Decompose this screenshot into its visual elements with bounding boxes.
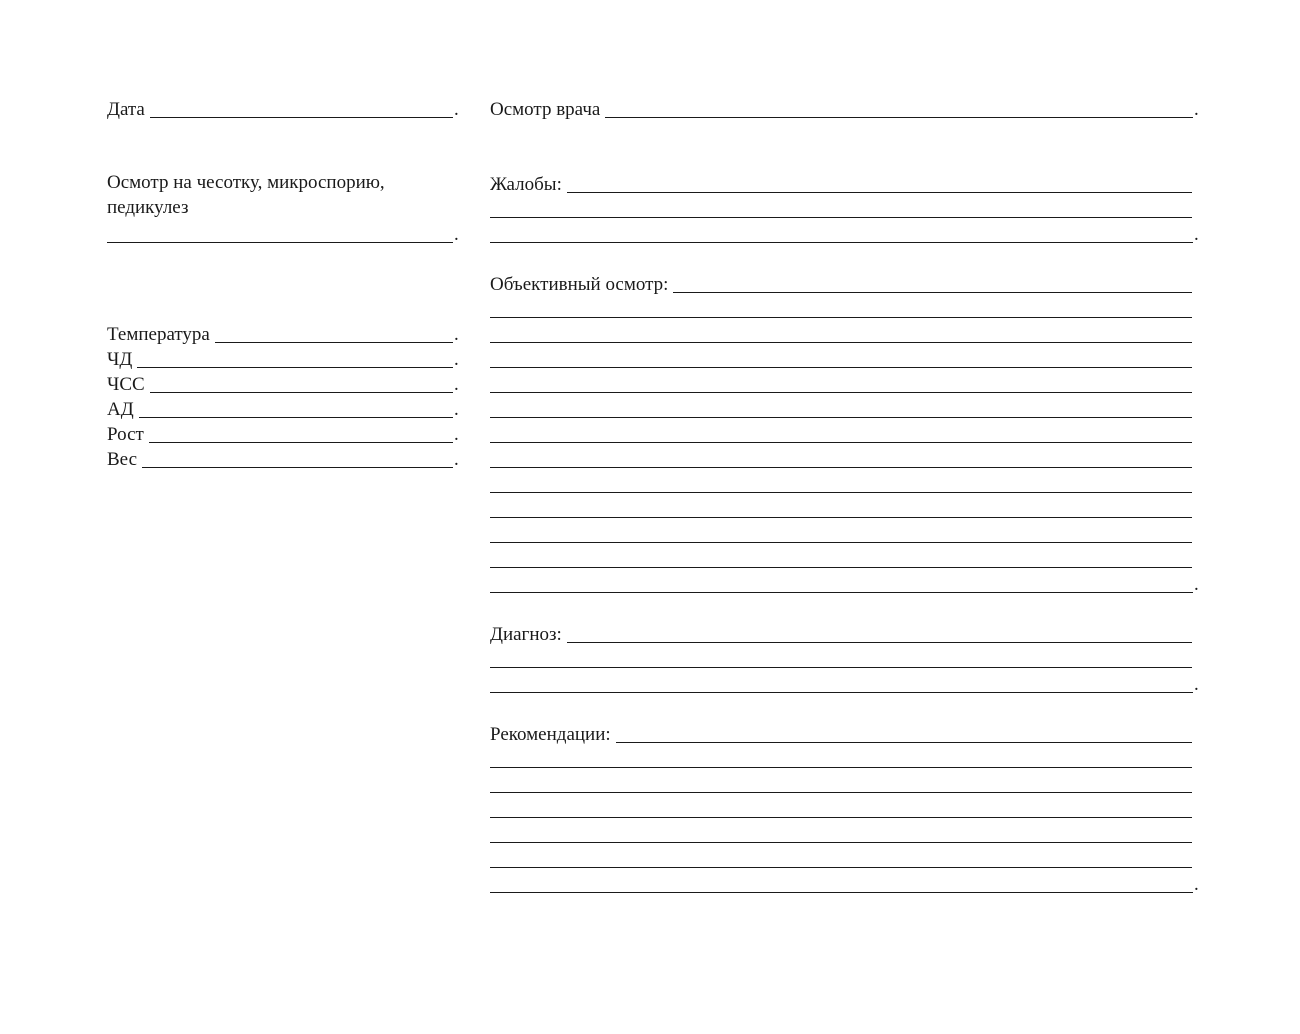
objective-exam-line[interactable]	[490, 345, 1198, 370]
period: .	[454, 424, 459, 445]
recommendations-input-line[interactable]	[490, 841, 1192, 843]
complaints-input-line[interactable]	[490, 241, 1193, 243]
objective-exam-line[interactable]	[490, 420, 1198, 445]
period: .	[454, 99, 459, 120]
objective-exam-input-line[interactable]	[490, 366, 1192, 368]
recommendations-input-line[interactable]	[490, 891, 1193, 893]
objective-exam-line[interactable]	[490, 370, 1198, 395]
recommendations-input-line[interactable]	[490, 791, 1192, 793]
objective-exam-input-line[interactable]	[490, 341, 1192, 343]
recommendations-line[interactable]	[490, 870, 1198, 895]
objective-exam-line[interactable]	[490, 295, 1198, 320]
complaints-input-line[interactable]	[490, 216, 1192, 218]
objective-exam-input-line[interactable]	[490, 391, 1192, 393]
recommendations-line[interactable]	[490, 820, 1198, 845]
period: .	[454, 324, 459, 345]
complaints-label: Жалобы:	[490, 174, 562, 195]
respiratory-rate-input-line[interactable]	[137, 366, 453, 368]
doctor-exam-input-line[interactable]	[605, 116, 1193, 118]
complaints-field[interactable]	[490, 170, 1198, 195]
objective-exam-line[interactable]	[490, 495, 1198, 520]
objective-exam-input-line[interactable]	[490, 316, 1192, 318]
temperature-label: Температура	[107, 324, 210, 345]
objective-exam-line[interactable]	[490, 520, 1198, 545]
objective-exam-input-line[interactable]	[673, 291, 1192, 293]
scabies-input-line[interactable]	[107, 241, 453, 243]
objective-exam-input-line[interactable]	[490, 566, 1192, 568]
date-input-line[interactable]	[150, 116, 453, 118]
right-column	[490, 95, 1198, 895]
temperature-field[interactable]	[107, 320, 458, 345]
period: .	[454, 349, 459, 370]
period: .	[454, 399, 459, 420]
heart-rate-label: ЧСС	[107, 374, 145, 395]
scabies-label-line1: Осмотр на чесотку, микроспорию,	[107, 172, 385, 193]
respiratory-rate-field[interactable]	[107, 345, 458, 370]
objective-exam-input-line[interactable]	[490, 591, 1193, 593]
complaints-line[interactable]	[490, 220, 1198, 245]
height-input-line[interactable]	[149, 441, 453, 443]
diagnosis-label: Диагноз:	[490, 624, 562, 645]
objective-exam-field[interactable]	[490, 270, 1198, 295]
doctor-exam-label: Осмотр врача	[490, 99, 601, 120]
objective-exam-input-line[interactable]	[490, 516, 1192, 518]
diagnosis-line[interactable]	[490, 645, 1198, 670]
objective-exam-label: Объективный осмотр:	[490, 274, 669, 295]
weight-field[interactable]	[107, 445, 458, 470]
diagnosis-input-line[interactable]	[490, 666, 1192, 668]
period: .	[1194, 574, 1199, 595]
date-label: Дата	[107, 99, 145, 120]
period: .	[1194, 874, 1199, 895]
objective-exam-line[interactable]	[490, 445, 1198, 470]
objective-exam-input-line[interactable]	[490, 466, 1192, 468]
objective-exam-input-line[interactable]	[490, 541, 1192, 543]
period: .	[1194, 224, 1199, 245]
blood-pressure-label: АД	[107, 399, 134, 420]
objective-exam-line[interactable]	[490, 395, 1198, 420]
temperature-input-line[interactable]	[215, 341, 453, 343]
complaints-input-line[interactable]	[567, 191, 1192, 193]
objective-exam-line[interactable]	[490, 545, 1198, 570]
blood-pressure-input-line[interactable]	[139, 416, 453, 418]
recommendations-line[interactable]	[490, 845, 1198, 870]
weight-label: Вес	[107, 449, 138, 470]
height-label: Рост	[107, 424, 144, 445]
recommendations-line[interactable]	[490, 770, 1198, 795]
objective-exam-line[interactable]	[490, 470, 1198, 495]
diagnosis-line[interactable]	[490, 670, 1198, 695]
date-field[interactable]	[107, 95, 458, 120]
doctor-exam-field[interactable]	[490, 95, 1198, 120]
respiratory-rate-label: ЧД	[107, 349, 133, 370]
recommendations-input-line[interactable]	[490, 766, 1192, 768]
recommendations-input-line[interactable]	[490, 816, 1192, 818]
period: .	[1194, 674, 1199, 695]
objective-exam-input-line[interactable]	[490, 416, 1192, 418]
objective-exam-line[interactable]	[490, 570, 1198, 595]
period: .	[454, 224, 459, 245]
height-field[interactable]	[107, 420, 458, 445]
objective-exam-input-line[interactable]	[490, 441, 1192, 443]
blood-pressure-field[interactable]	[107, 395, 458, 420]
period: .	[454, 374, 459, 395]
recommendations-line[interactable]	[490, 795, 1198, 820]
scabies-label-line2: педикулез	[107, 197, 189, 218]
weight-input-line[interactable]	[142, 466, 453, 468]
period: .	[1194, 99, 1199, 120]
recommendations-label: Рекомендации:	[490, 724, 611, 745]
diagnosis-field[interactable]	[490, 620, 1198, 645]
objective-exam-line[interactable]	[490, 320, 1198, 345]
period: .	[454, 449, 459, 470]
scabies-field[interactable]	[107, 220, 458, 245]
complaints-line[interactable]	[490, 195, 1198, 220]
left-column	[107, 95, 458, 470]
heart-rate-field[interactable]	[107, 370, 458, 395]
diagnosis-input-line[interactable]	[567, 641, 1192, 643]
diagnosis-input-line[interactable]	[490, 691, 1193, 693]
heart-rate-input-line[interactable]	[150, 391, 453, 393]
recommendations-field[interactable]	[490, 720, 1198, 745]
recommendations-input-line[interactable]	[490, 866, 1192, 868]
recommendations-line[interactable]	[490, 745, 1198, 770]
recommendations-input-line[interactable]	[616, 741, 1192, 743]
objective-exam-input-line[interactable]	[490, 491, 1192, 493]
